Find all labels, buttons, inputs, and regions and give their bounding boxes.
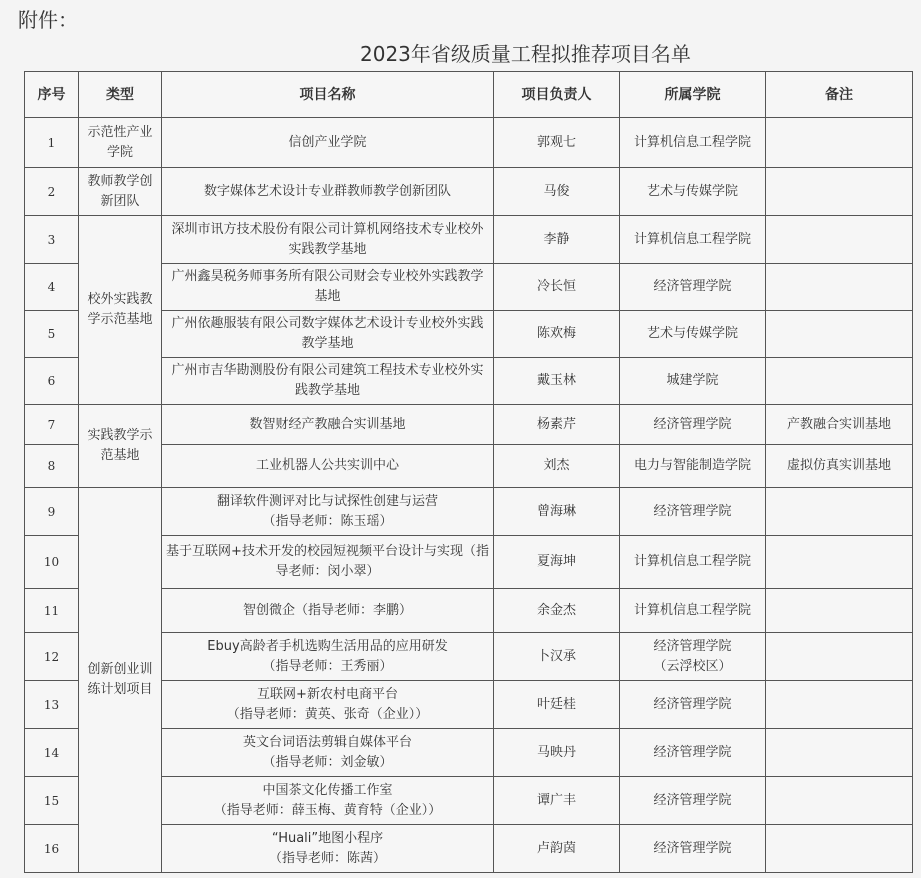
note-cell [766,589,913,633]
college-text: 经济管理学院 [653,416,732,432]
project-name-sub: （指导老师：薛玉梅、黄育特（企业）） [213,802,442,818]
row-number: 2 [25,168,79,216]
leader-cell: 陈欢梅 [494,311,620,358]
college-text: 电力与智能制造学院 [633,458,751,473]
row-number: 15 [25,777,79,825]
project-name-sub: （指导老师：陈茜） [268,850,386,866]
row-number: 9 [25,488,79,536]
project-name-text: 基于互联网+技术开发的校园短视频平台设计与实现（指导老师：闵小翠） [166,544,489,579]
header-leader: 项目负责人 [494,72,620,118]
row-number: 11 [25,589,79,633]
college-text: 计算机信息工程学院 [633,602,751,618]
project-name-text: 广州依趣服装有限公司数字媒体艺术设计专业校外实践教学基地 [171,316,484,351]
type-cell: 创新创业训练计划项目 [79,488,162,873]
table-row [25,405,913,445]
row-number: 1 [25,118,79,168]
college-cell [620,589,766,633]
leader-cell: 余金杰 [494,589,620,633]
note-cell [766,168,913,216]
project-name-text: 翻译软件测评对比与试探性创建与运营 [216,493,438,509]
project-name-sub: （指导老师：黄英、张奇（企业）） [226,706,429,722]
leader-cell: 杨素芹 [494,405,620,445]
project-name-text: 广州鑫昊税务师事务所有限公司财会专业校外实践教学基地 [171,269,484,304]
college-text: 计算机信息工程学院 [633,231,751,247]
college-cell [620,536,766,589]
project-name-text: Ebuy高龄者手机选购生活用品的应用研发 [207,638,448,654]
project-name-text: 数智财经产教融合实训基地 [249,416,406,432]
project-name [162,445,494,488]
leader-cell: 叶廷桂 [494,681,620,729]
college-cell [620,681,766,729]
college-cell [620,118,766,168]
project-name-text: 英文台词语法剪辑自媒体平台 [242,734,412,750]
table-row [25,488,913,536]
college-text: 经济管理学院 [653,840,732,856]
type-cell: 示范性产业学院 [79,118,162,168]
project-table [24,71,913,873]
leader-cell: 李静 [494,216,620,264]
note-cell: 虚拟仿真实训基地 [766,445,913,488]
leader-cell: 刘杰 [494,445,620,488]
row-number: 6 [25,358,79,405]
leader-cell: 夏海坤 [494,536,620,589]
attachment-label: 附件： [18,8,78,32]
type-cell: 实践教学示范基地 [79,405,162,488]
row-number: 10 [25,536,79,589]
table-row [25,216,913,264]
row-number: 8 [25,445,79,488]
note-cell [766,825,913,873]
row-number: 14 [25,729,79,777]
college-text: 艺术与传媒学院 [646,326,738,341]
note-cell [766,264,913,311]
header-note: 备注 [766,72,913,118]
project-name-text: 信创产业学院 [288,134,367,150]
project-name-sub: （指导老师：刘金敏） [262,754,393,770]
project-name-text: 数字媒体艺术设计专业群教师教学创新团队 [203,183,451,199]
project-name [162,264,494,311]
leader-cell: 卢韵茵 [494,825,620,873]
note-cell [766,777,913,825]
row-number: 12 [25,633,79,681]
row-number: 13 [25,681,79,729]
project-name-text: 中国茶文化传播工作室 [262,782,393,798]
leader-cell: 冷长恒 [494,264,620,311]
project-name [162,633,494,681]
header-project-name: 项目名称 [162,72,494,118]
college-cell [620,405,766,445]
leader-cell: 马俊 [494,168,620,216]
leader-cell: 郭观七 [494,118,620,168]
college-cell [620,311,766,358]
college-text: 经济管理学院 [653,792,732,808]
note-cell [766,216,913,264]
note-cell [766,118,913,168]
table-row [25,118,913,168]
row-number: 7 [25,405,79,445]
note-cell [766,358,913,405]
college-cell [620,777,766,825]
project-name [162,777,494,825]
project-name-text: 互联网+新农村电商平台 [257,686,398,702]
note-cell [766,681,913,729]
header-type: 类型 [79,72,162,118]
project-name [162,118,494,168]
note-cell [766,488,913,536]
college-text: 经济管理学院 [653,503,732,519]
college-cell [620,488,766,536]
project-name [162,358,494,405]
college-text: 经济管理学院 [653,744,732,760]
project-name [162,589,494,633]
row-number: 3 [25,216,79,264]
college-cell [620,358,766,405]
college-text: 经济管理学院 [653,696,732,712]
table-header-row [25,72,913,118]
header-college: 所属学院 [620,72,766,118]
type-cell: 教师教学创新团队 [79,168,162,216]
project-name-text: 广州市吉华勘测股份有限公司建筑工程技术专业校外实践教学基地 [171,363,484,398]
project-name-text: “Huali”地图小程序 [271,830,384,846]
project-name [162,729,494,777]
college-cell [620,216,766,264]
row-number: 5 [25,311,79,358]
leader-cell: 戴玉林 [494,358,620,405]
college-cell [620,264,766,311]
project-name [162,216,494,264]
college-text: 计算机信息工程学院 [633,554,751,569]
project-name [162,405,494,445]
college-cell [620,729,766,777]
note-cell [766,311,913,358]
header-number: 序号 [25,72,79,118]
college-cell [620,825,766,873]
note-cell [766,729,913,777]
leader-cell: 马映丹 [494,729,620,777]
project-name [162,311,494,358]
note-cell [766,633,913,681]
project-name [162,681,494,729]
leader-cell: 谭广丰 [494,777,620,825]
college-text: 城建学院 [666,373,719,388]
note-cell: 产教融合实训基地 [766,405,913,445]
project-name-text: 工业机器人公共实训中心 [255,458,399,473]
project-name [162,488,494,536]
note-cell [766,536,913,589]
project-name [162,825,494,873]
document-title: 2023年省级质量工程拟推荐项目名单 [360,42,691,66]
college-sub: （云浮校区） [653,658,732,674]
college-cell [620,168,766,216]
project-name [162,536,494,589]
college-text: 艺术与传媒学院 [646,183,738,199]
college-text: 经济管理学院 [653,279,732,294]
project-name-text: 智创微企（指导老师：李鹏） [242,602,412,618]
table-row [25,168,913,216]
project-name-sub: （指导老师：王秀丽） [262,658,393,674]
college-cell [620,633,766,681]
row-number: 16 [25,825,79,873]
type-cell: 校外实践教学示范基地 [79,216,162,405]
project-name [162,168,494,216]
project-name-sub: （指导老师：陈玉瑶） [262,513,393,529]
row-number: 4 [25,264,79,311]
leader-cell: 曾海琳 [494,488,620,536]
leader-cell: 卜汉承 [494,633,620,681]
project-name-text: 深圳市讯方技术股份有限公司计算机网络技术专业校外实践教学基地 [171,221,484,257]
college-text: 计算机信息工程学院 [633,134,751,150]
college-cell [620,445,766,488]
college-text: 经济管理学院 [653,638,732,654]
